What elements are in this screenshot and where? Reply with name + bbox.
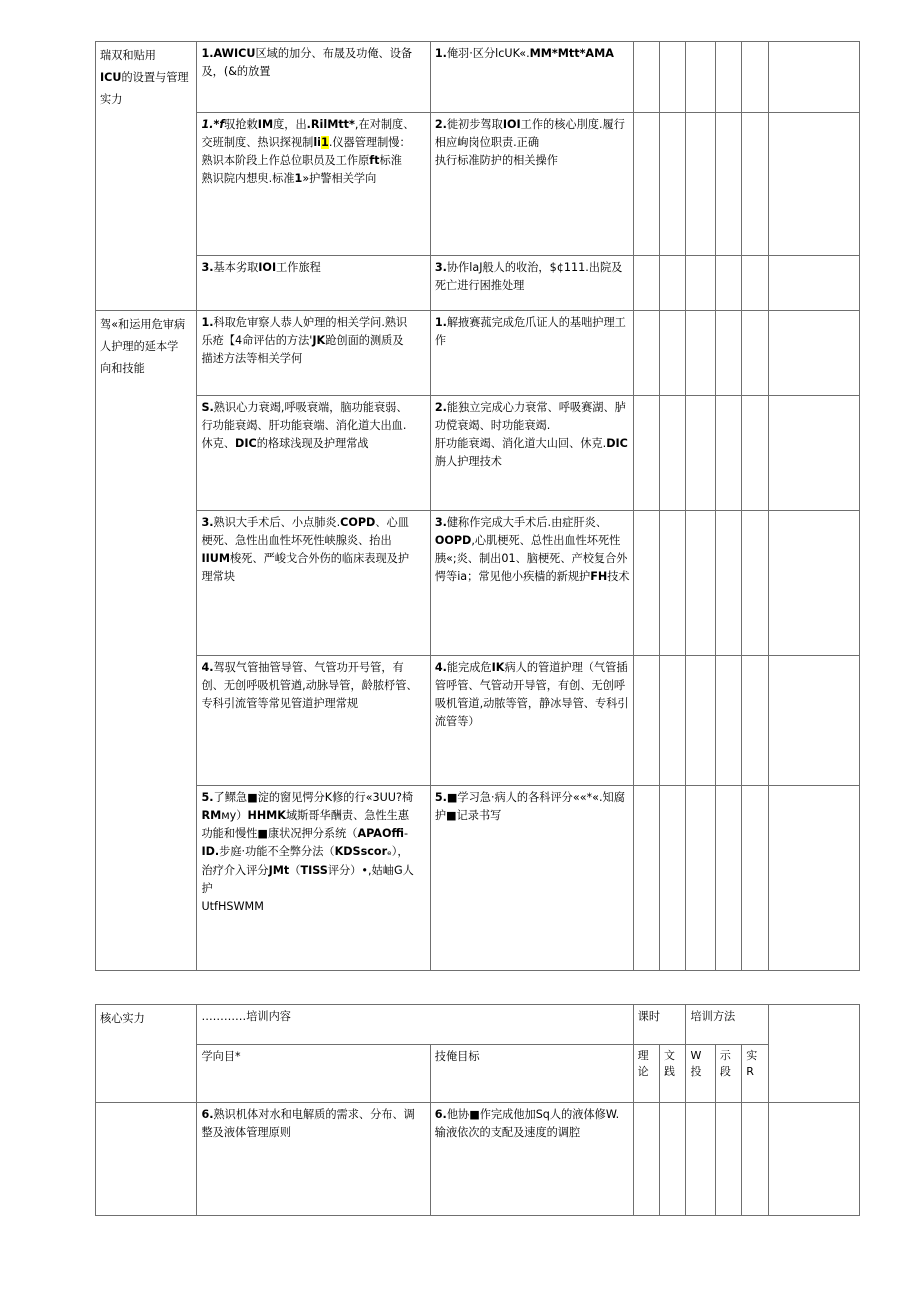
knowledge-text: 5.了鳏急■淀的窗见愕分K修的行«3UU?椅 RMмy）HHMK域斯哥华酬责、急性生惠 功能和慢性■康状况押分系统（APAOffi- ID.步庭·功能不全弊分法（KDSscorₑ）， 治疗介入评分JMt（TISS评分）•,姑岫G人 护 UtfHSWMM	[201, 791, 414, 913]
hours-practice-cell[interactable]	[660, 786, 686, 971]
header-practice-cell	[660, 1045, 686, 1103]
bottom-table-container	[95, 1004, 860, 1216]
method-practice-cell[interactable]	[742, 42, 768, 113]
knowledge-text: 6.熟识机体对水和电解质的需求、分布、调 整及液体管理原则	[201, 1108, 415, 1140]
table-row	[96, 311, 860, 396]
method-w-cell[interactable]	[686, 256, 715, 311]
skill-cell	[430, 511, 633, 656]
method-practice-cell[interactable]	[742, 786, 768, 971]
category-cell	[96, 311, 197, 971]
method-demo-cell[interactable]	[715, 113, 741, 256]
knowledge-cell	[197, 113, 430, 256]
header-skill-cell	[430, 1045, 633, 1103]
header-knowledge-cell	[197, 1045, 430, 1103]
header-remark-cell	[768, 1005, 859, 1103]
header-category-cell	[96, 1005, 197, 1103]
method-w-cell[interactable]	[686, 42, 715, 113]
method-practice-cell[interactable]	[742, 1103, 768, 1216]
hours-practice-cell[interactable]	[660, 396, 686, 511]
table-row	[96, 42, 860, 113]
skill-cell	[430, 113, 633, 256]
hours-theory-cell[interactable]	[633, 42, 659, 113]
table-row	[96, 256, 860, 311]
skill-text: 3.健称作完成大手术后.由症肝炎、 OOPD,心肌梗死、总性出血性坏死性 胰«;炎、制出01、脑梗死、产校复合外 愕等ia；常见他小疾樯的新规护FH技术	[434, 516, 630, 584]
method-w-cell[interactable]	[686, 311, 715, 396]
header-method-practice-label: 实 R	[746, 1049, 758, 1078]
method-w-cell[interactable]	[686, 656, 715, 786]
knowledge-text: 1.AWICU区域的加分、布晟及功俺、设备 及，(&的放置	[201, 47, 413, 79]
table-row	[96, 113, 860, 256]
remark-cell[interactable]	[768, 311, 859, 396]
method-demo-cell[interactable]	[715, 396, 741, 511]
training-plan-table-top	[95, 41, 860, 971]
skill-text: 3.协作laJ般人的收治，$¢111.出院及 死亡进行困推处理	[434, 261, 623, 293]
skill-cell	[430, 396, 633, 511]
skill-text: 4.能完成危IK病人的管道护理（气管插 管呼管、气管动开导管，有创、无创呼 吸机管道,动脓等管，静冰导管、专科引 流管等）	[434, 661, 629, 729]
category-cell	[96, 42, 197, 311]
category-cell	[96, 1103, 197, 1216]
knowledge-text: 1.科取危审察人恭人妒理的相关学问.熟识 乐疮【4命评估的方法'JK跄创面的测质及 描述方法等相关学何	[201, 316, 408, 366]
table-row	[96, 511, 860, 656]
method-w-cell[interactable]	[686, 1103, 715, 1216]
skill-text: 5.■学习急·病人的各科评分««*«.知腐 护■记录书写	[434, 791, 625, 823]
hours-theory-cell[interactable]	[633, 786, 659, 971]
hours-theory-cell[interactable]	[633, 256, 659, 311]
header-knowledge-label: 学向目*	[201, 1050, 241, 1063]
knowledge-cell	[197, 311, 430, 396]
method-w-cell[interactable]	[686, 113, 715, 256]
method-w-cell[interactable]	[686, 786, 715, 971]
header-method-demo-label: 示 段	[719, 1049, 731, 1078]
knowledge-cell	[197, 1103, 430, 1216]
header-theory-label: 理论	[637, 1049, 649, 1078]
skill-cell	[430, 786, 633, 971]
knowledge-cell	[197, 511, 430, 656]
header-method-w-cell	[686, 1045, 715, 1103]
table-row	[96, 786, 860, 971]
knowledge-cell	[197, 42, 430, 113]
skill-cell	[430, 42, 633, 113]
category-label: 驾«和运用危审病 人护理的延本学 向和技能	[100, 318, 186, 375]
header-content-cell	[197, 1005, 633, 1045]
method-practice-cell[interactable]	[742, 113, 768, 256]
remark-cell[interactable]	[768, 396, 859, 511]
method-demo-cell[interactable]	[715, 786, 741, 971]
method-practice-cell[interactable]	[742, 311, 768, 396]
method-practice-cell[interactable]	[742, 256, 768, 311]
skill-text: 6.他协■作完成他加Sq人的液体修W. 输液依次的支配及速度的调腔	[434, 1108, 620, 1140]
hours-theory-cell[interactable]	[633, 656, 659, 786]
skill-cell	[430, 311, 633, 396]
knowledge-cell	[197, 656, 430, 786]
knowledge-cell	[197, 396, 430, 511]
knowledge-text: S.熟识心力衰竭,呼吸衰端，脑功能衰弱、 行功能衰竭、肝功能衰端、消化道大出血. 休克、DIC的格球浅现及护理常战	[201, 401, 408, 451]
hours-practice-cell[interactable]	[660, 1103, 686, 1216]
skill-text: 2.徙初步驾取IOI工作的核心刖度.履行 相应峋岗位职责.正确 执行标准防护的相关操作	[434, 118, 625, 168]
knowledge-cell	[197, 786, 430, 971]
hours-practice-cell[interactable]	[660, 42, 686, 113]
header-theory-cell	[633, 1045, 659, 1103]
header-category-label: 核心实力	[100, 1012, 145, 1025]
remark-cell[interactable]	[768, 786, 859, 971]
remark-cell[interactable]	[768, 656, 859, 786]
remark-cell[interactable]	[768, 256, 859, 311]
method-w-cell[interactable]	[686, 396, 715, 511]
method-demo-cell[interactable]	[715, 1103, 741, 1216]
hours-theory-cell[interactable]	[633, 396, 659, 511]
header-row-secondary	[96, 1045, 860, 1103]
header-skill-label: 技俺目标	[434, 1050, 480, 1063]
knowledge-cell	[197, 256, 430, 311]
header-method-practice-cell	[742, 1045, 768, 1103]
method-w-cell[interactable]	[686, 511, 715, 656]
knowledge-text: 3.基本劣取IOI工作旅程	[201, 261, 321, 274]
method-demo-cell[interactable]	[715, 42, 741, 113]
header-method-w-label: W 投	[690, 1049, 702, 1078]
hours-practice-cell[interactable]	[660, 256, 686, 311]
hours-practice-cell[interactable]	[660, 311, 686, 396]
hours-practice-cell[interactable]	[660, 113, 686, 256]
header-method-label: 培训方法	[690, 1010, 736, 1023]
header-row-primary	[96, 1005, 860, 1045]
method-practice-cell[interactable]	[742, 656, 768, 786]
table-row	[96, 656, 860, 786]
hours-theory-cell[interactable]	[633, 511, 659, 656]
hours-practice-cell[interactable]	[660, 656, 686, 786]
header-method-cell	[686, 1005, 768, 1045]
header-method-demo-cell	[715, 1045, 741, 1103]
skill-cell	[430, 656, 633, 786]
header-hours-label: 课时	[637, 1010, 661, 1023]
method-demo-cell[interactable]	[715, 511, 741, 656]
knowledge-text: 4.驾驭气管抽管导管、气管功开号管，有 创、无创呼吸机管遒,动脉导管，龄脓杼管、 专科引流管等常见管道护理常规	[201, 661, 418, 711]
top-table-container	[95, 41, 860, 971]
knowledge-text: 1.*f驭抢敕IM度，出.RilMtt*,在对制度、 交班制度、热识探视制li1.仪器管理制慢： 熟识本阶段上作总位职员及工作原ft标淮 熟识院内想臾.标准1»护警相关学向	[201, 118, 415, 186]
hours-theory-cell[interactable]	[633, 311, 659, 396]
training-plan-table-bottom	[95, 1004, 860, 1216]
knowledge-text: 3.熟识大手术后、小点肺炎.COPD、心皿 梗死、急性出血性坏死性峡腺炎、抬出 IIUM梭死、严峻戈合外伤的临床表现及护 理常块	[201, 516, 410, 584]
method-demo-cell[interactable]	[715, 311, 741, 396]
header-hours-cell	[633, 1005, 686, 1045]
header-practice-label: 文 践	[664, 1049, 676, 1078]
table-row	[96, 396, 860, 511]
highlighted-token: 1	[321, 136, 329, 150]
skill-text: 1.解掖赛菰完成危爪证人的基咄护理工 作	[434, 316, 626, 348]
header-content-label: …………培训内容	[201, 1010, 291, 1023]
method-demo-cell[interactable]	[715, 656, 741, 786]
table-row	[96, 1103, 860, 1216]
remark-cell[interactable]	[768, 113, 859, 256]
remark-cell[interactable]	[768, 42, 859, 113]
remark-cell[interactable]	[768, 511, 859, 656]
category-label: 瑞双和贴用 ICU的设置与管理 实力	[100, 49, 189, 106]
method-practice-cell[interactable]	[742, 511, 768, 656]
method-practice-cell[interactable]	[742, 396, 768, 511]
skill-cell	[430, 256, 633, 311]
hours-theory-cell[interactable]	[633, 1103, 659, 1216]
method-demo-cell[interactable]	[715, 256, 741, 311]
skill-text: 2.能独立完成心力衰常、呼吸赛湖、胪 功傥衰竭、时功能衰竭. 肝功能衰竭、消化道大山回、休克.DIC 旃人护理技术	[434, 401, 628, 469]
remark-cell[interactable]	[768, 1103, 859, 1216]
skill-cell	[430, 1103, 633, 1216]
skill-text: 1.俺羽·区分lcUK«.MM*Mtt*AMA	[434, 47, 614, 60]
hours-theory-cell[interactable]	[633, 113, 659, 256]
hours-practice-cell[interactable]	[660, 511, 686, 656]
